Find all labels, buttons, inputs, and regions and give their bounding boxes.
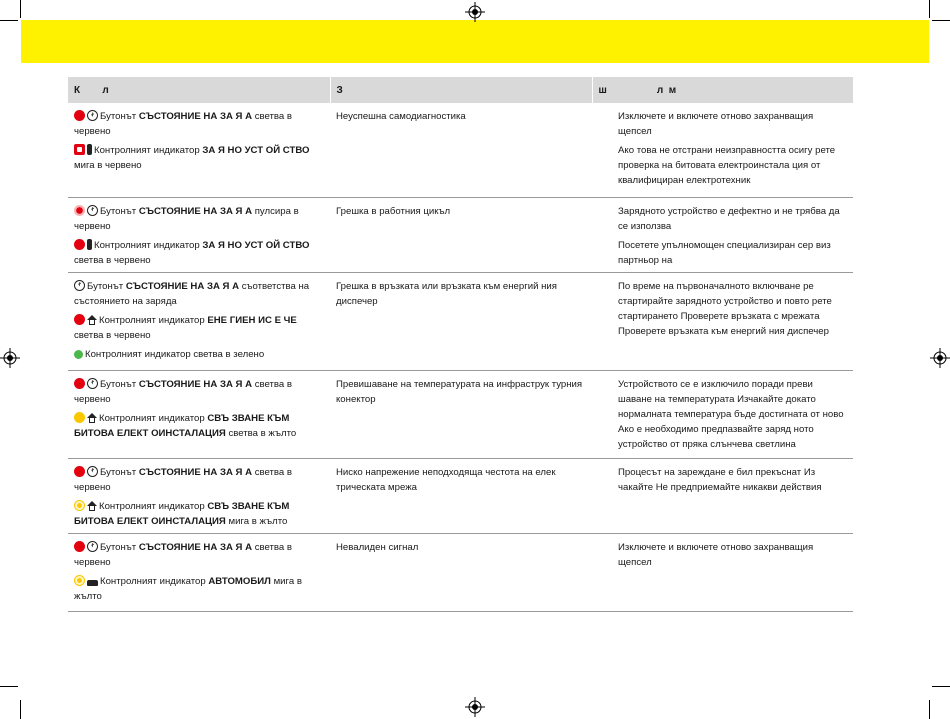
power-icon — [87, 378, 98, 389]
dot-red-icon — [74, 466, 85, 477]
dot-red-icon — [74, 110, 85, 121]
solution-cell — [592, 272, 853, 370]
indicator-text: Бутонът — [100, 205, 139, 217]
indicator-name: СЪСТОЯНИЕ НА ЗА Я А — [125, 280, 240, 292]
dot-red-icon — [74, 314, 85, 325]
power-icon — [87, 110, 98, 121]
crop-mark — [20, 700, 21, 719]
dot-yellow-icon — [74, 412, 85, 423]
indicator-description — [74, 204, 322, 234]
indicator-cell — [68, 370, 330, 458]
solution-cell — [592, 458, 853, 533]
crop-mark — [0, 20, 18, 21]
solution-text: Посетете упълномощен специализиран сер виз партньор на — [618, 239, 831, 266]
indicator-cell — [68, 197, 330, 272]
indicator-text: Бутонът — [100, 466, 139, 478]
indicator-text: Контролният индикатор — [94, 145, 203, 156]
cause-cell — [330, 272, 592, 370]
cause-text: Грешка в връзката или връзката към енергий ния диспечер — [336, 280, 557, 307]
solution-text: Изключете и включете отново захранващия щепсел — [618, 541, 814, 568]
house-icon — [87, 315, 97, 325]
table-row — [68, 370, 853, 458]
column-header-solution: ш л м — [592, 77, 853, 103]
dot-red-icon — [74, 239, 85, 250]
power-icon — [87, 541, 98, 552]
indicator-state: светва в червено — [74, 541, 293, 568]
indicator-state: светва в червено — [74, 111, 293, 137]
solution-text: Процесът на зареждане е бил прекъснат Из чакайте Не предприемайте никакви действия — [618, 466, 822, 493]
indicator-description — [74, 465, 322, 495]
registration-mark-icon — [0, 348, 20, 368]
indicator-state: светва в червено — [74, 254, 151, 266]
cause-cell — [330, 103, 592, 197]
crop-mark — [932, 686, 950, 687]
indicator-state: светва в червено — [74, 378, 293, 405]
indicator-name: СЪСТОЯНИЕ НА ЗА Я А — [138, 205, 253, 217]
indicator-description — [74, 411, 322, 441]
indicator-text: Контролният индикатор — [99, 314, 208, 326]
dot-red-icon — [74, 541, 85, 552]
indicator-cell — [68, 533, 330, 611]
indicator-description — [74, 347, 322, 362]
indicator-text: Бутонът — [100, 541, 139, 553]
cause-text: Ниско напрежение неподходяща честота на елек трическата мрежа — [336, 466, 556, 493]
power-icon — [87, 466, 98, 477]
indicator-state: светва в червено — [74, 329, 151, 341]
indicator-cell — [68, 272, 330, 370]
indicator-cell — [68, 458, 330, 533]
indicator-text: Контролният индикатор — [94, 239, 203, 251]
indicator-text: Бутонът — [100, 378, 139, 390]
indicator-state: светва в жълто — [225, 427, 297, 439]
column-header-indicator: К л — [68, 77, 330, 103]
solution-text: По време на първоначалното включване ре стартирайте зарядното устройство и повто рете стартирането Проверете връзката с мрежата Проверете връзката към енергий ния диспечер — [618, 280, 832, 337]
solution-text: Ако това не отстрани неизправността осигу рете проверка на битовата електроинстала ция от квалифициран електротехник — [618, 145, 836, 186]
solution-cell — [592, 197, 853, 272]
table-row — [68, 533, 853, 611]
solution-cell — [592, 533, 853, 611]
crop-mark — [0, 686, 18, 687]
indicator-text: Контролният индикатор — [100, 575, 209, 587]
power-icon — [87, 205, 98, 216]
dot-yellow-ring-icon — [74, 500, 85, 511]
registration-mark-icon — [930, 348, 950, 368]
table-row — [68, 458, 853, 533]
house-icon — [87, 413, 97, 423]
crop-mark — [932, 20, 950, 21]
indicator-state: мига в червено — [74, 160, 142, 171]
indicator-text: Контролният индикатор — [85, 348, 194, 360]
solution-cell — [592, 103, 853, 197]
dot-yellow-ring-icon — [74, 575, 85, 586]
solution-text: Устройството се е изключило поради преви шаване на температурата Изчакайте докато нормалната температура бъде достигната от ново Ако е необходимо предпазвайте заряд ното устройство от пряка слънчева светлина — [618, 378, 844, 450]
sq-red-icon — [74, 144, 85, 155]
indicator-name: ЗА Я НО УСТ ОЙ СТВО — [202, 145, 310, 156]
indicator-name: СЪСТОЯНИЕ НА ЗА Я А — [138, 466, 253, 478]
indicator-name: СЪСТОЯНИЕ НА ЗА Я А — [138, 378, 253, 390]
indicator-description — [74, 574, 322, 604]
dot-red-icon — [74, 378, 85, 389]
cause-cell — [330, 458, 592, 533]
plug-icon — [87, 239, 92, 250]
header-band — [21, 20, 929, 63]
indicator-state: светва в червено — [74, 466, 293, 493]
indicator-cell — [68, 103, 330, 197]
indicator-description — [74, 238, 322, 268]
table-row — [68, 272, 853, 370]
car-icon — [87, 580, 98, 586]
indicator-description — [74, 279, 322, 309]
indicator-name: СВЪ ЗВАНЕ КЪМ БИТОВА ЕЛЕКТ ОИНСТАЛАЦИЯ — [74, 500, 290, 527]
house-icon — [87, 501, 97, 511]
solution-cell — [592, 370, 853, 458]
table-header-row — [68, 77, 853, 103]
indicator-description — [74, 143, 322, 173]
indicator-name: АВТОМОБИЛ — [208, 575, 271, 587]
dot-green-icon — [74, 350, 83, 359]
dot-red-small-icon — [74, 205, 85, 216]
indicator-description — [74, 499, 322, 529]
indicator-name: СЪСТОЯНИЕ НА ЗА Я А — [138, 111, 253, 122]
cause-text: Невалиден сигнал — [336, 541, 419, 553]
indicator-description — [74, 109, 322, 139]
indicator-description — [74, 377, 322, 407]
indicator-state: мига в жълто — [225, 515, 288, 527]
indicator-state: пулсира в червено — [74, 205, 299, 232]
table-row — [68, 103, 853, 197]
table-row — [68, 197, 853, 272]
indicator-name: ЕНЕ ГИЕН ИС Е ЧЕ — [207, 314, 297, 326]
cause-cell — [330, 370, 592, 458]
indicator-name: СВЪ ЗВАНЕ КЪМ БИТОВА ЕЛЕКТ ОИНСТАЛАЦИЯ — [74, 412, 290, 439]
cause-cell — [330, 533, 592, 611]
registration-mark-icon — [465, 697, 485, 717]
column-header-cause: З — [330, 77, 592, 103]
diagnostics-table — [68, 77, 853, 612]
indicator-text: Бутонът — [100, 111, 139, 122]
cause-text: Неуспешна самодиагностика — [336, 111, 466, 122]
power-icon — [74, 280, 85, 291]
indicator-state: съответства на състоянието на заряда — [74, 280, 310, 307]
indicator-name: ЗА Я НО УСТ ОЙ СТВО — [202, 239, 310, 251]
cause-text: Превишаване на температурата на инфраструк турния конектор — [336, 378, 583, 405]
indicator-name: СЪСТОЯНИЕ НА ЗА Я А — [138, 541, 253, 553]
indicator-text: Контролният индикатор — [99, 412, 208, 424]
solution-text: Изключете и включете отново захранващия щепсел — [618, 111, 814, 137]
plug-icon — [87, 144, 92, 155]
registration-mark-icon — [465, 2, 485, 22]
indicator-text: Контролният индикатор — [99, 500, 208, 512]
crop-mark — [929, 0, 930, 18]
indicator-description — [74, 313, 322, 343]
crop-mark — [929, 700, 930, 719]
indicator-text: Бутонът — [87, 280, 126, 292]
indicator-state: мига в жълто — [74, 575, 302, 602]
indicator-description — [74, 540, 322, 570]
cause-text: Грешка в работния цикъл — [336, 205, 451, 217]
crop-mark — [20, 0, 21, 18]
solution-text: Зарядното устройство е дефектно и не трябва да се използва — [618, 205, 840, 232]
cause-cell — [330, 197, 592, 272]
indicator-state: светва в зелено — [193, 348, 265, 360]
